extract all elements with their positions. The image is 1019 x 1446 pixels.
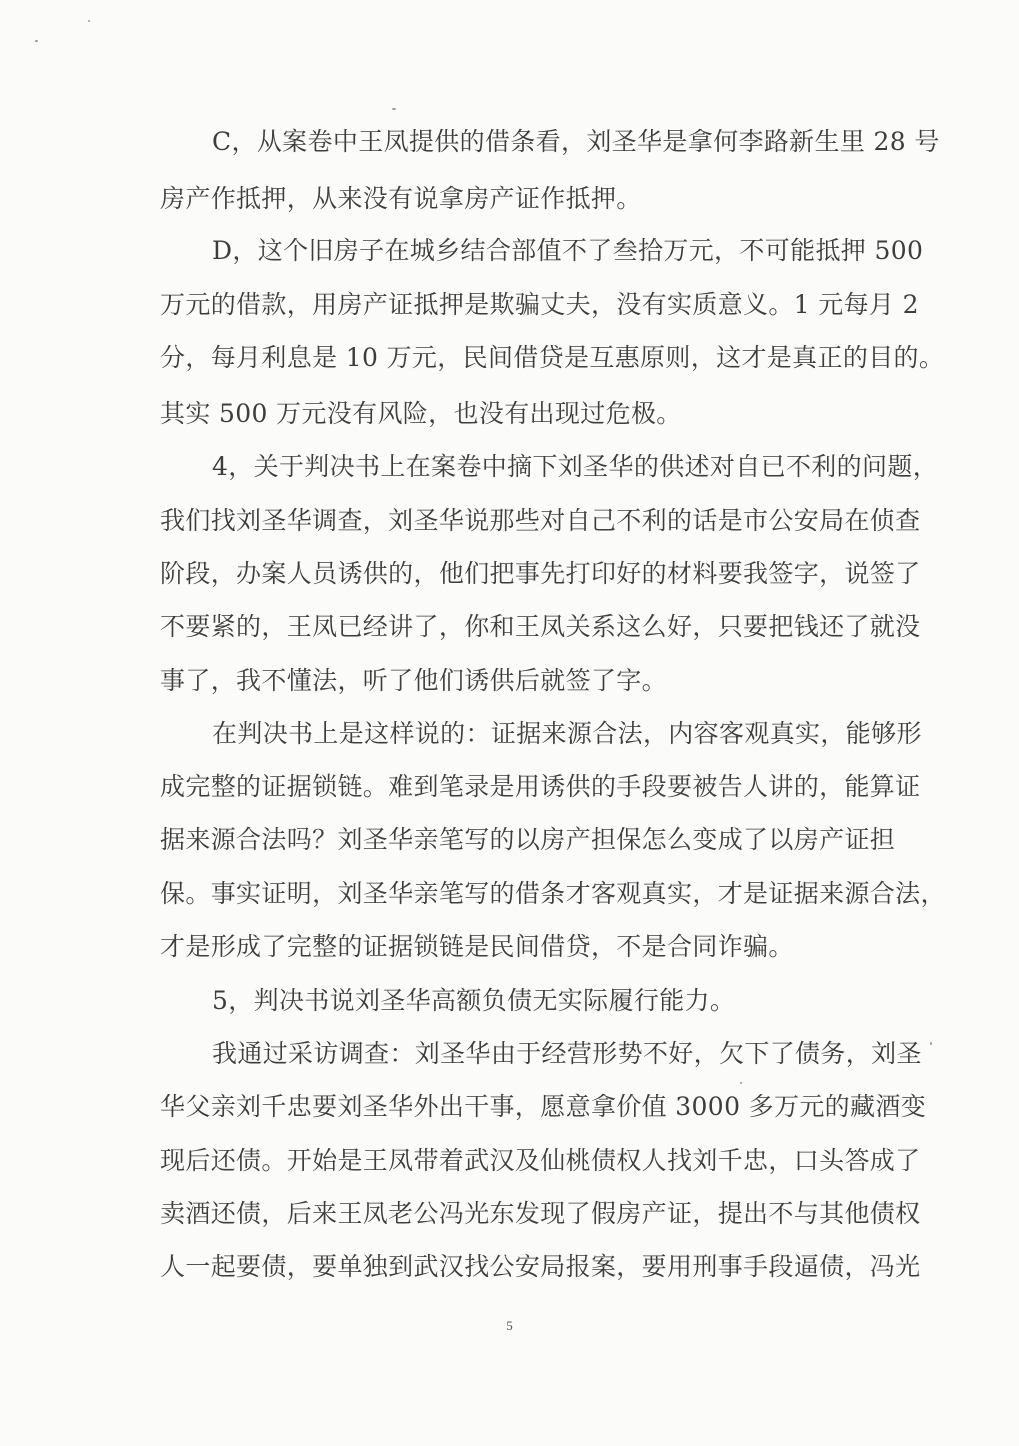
text-line: 成完整的证据锁链。难到笔录是用诱供的手段要被告人讲的，能算证 bbox=[160, 772, 921, 801]
text-line: 人一起要债，要单独到武汉找公安局报案，要用刑事手段逼债，冯光 bbox=[160, 1252, 921, 1281]
scan-speck bbox=[35, 40, 38, 42]
text-line: 在判决书上是这样说的：证据来源合法，内容客观真实，能够形 bbox=[212, 719, 922, 748]
text-line: 我们找刘圣华调查，刘圣华说那些对自己不利的话是市公安局在侦查 bbox=[160, 506, 921, 535]
page-number: 5 bbox=[506, 1318, 513, 1333]
text-line: C，从案卷中王凤提供的借条看，刘圣华是拿何李路新生里 28 号 bbox=[212, 127, 940, 156]
text-line: 据来源合法吗？刘圣华亲笔写的以房产担保怎么变成了以房产证担 bbox=[160, 825, 896, 854]
text-line: 房产作抵押，从来没有说拿房产证作抵押。 bbox=[160, 184, 642, 213]
text-line: 不要紧的，王凤已经讲了，你和王凤关系这么好，只要把钱还了就没 bbox=[160, 612, 921, 641]
scan-speck bbox=[930, 1042, 932, 1045]
text-line: 华父亲刘千忠要刘圣华外出干事，愿意拿价值 3000 多万元的藏酒变 bbox=[160, 1092, 927, 1121]
text-line: 现后还债。开始是王凤带着武汉及仙桃债权人找刘千忠，口头答成了 bbox=[160, 1146, 921, 1175]
text-line: 其实 500 万元没有风险，也没有出现过危极。 bbox=[160, 399, 682, 428]
text-line: 万元的借款，用房产证抵押是欺骗丈夫，没有实质意义。1 元每月 2 bbox=[160, 290, 919, 319]
text-line: 保。事实证明，刘圣华亲笔写的借条才客观真实，才是证据来源合法， bbox=[160, 879, 946, 908]
text-line: 事了，我不懂法，听了他们诱供后就签了字。 bbox=[160, 666, 668, 695]
scan-speck bbox=[88, 20, 90, 22]
scan-speck bbox=[392, 108, 396, 110]
text-line: 5，判决书说刘圣华高额负债无实际履行能力。 bbox=[212, 986, 736, 1015]
scan-speck bbox=[740, 1082, 742, 1084]
text-line: 才是形成了完整的证据锁链是民间借贷，不是合同诈骗。 bbox=[160, 932, 794, 961]
text-line: 阶段，办案人员诱供的，他们把事先打印好的材料要我签字，说签了 bbox=[160, 559, 921, 588]
text-line: 我通过采访调查：刘圣华由于经营形势不好，欠下了债务，刘圣 bbox=[212, 1039, 922, 1068]
text-line: 卖酒还债，后来王凤老公冯光东发现了假房产证，提出不与其他债权 bbox=[160, 1199, 921, 1228]
text-line: 分，每月利息是 10 万元，民间借贷是互惠原则，这才是真正的目的。 bbox=[160, 343, 945, 372]
text-line: 4，关于判决书上在案卷中摘下刘圣华的供述对自已不利的问题， bbox=[212, 452, 939, 481]
text-line: D，这个旧房子在城乡结合部值不了叁拾万元，不可能抵押 500 bbox=[212, 236, 924, 265]
